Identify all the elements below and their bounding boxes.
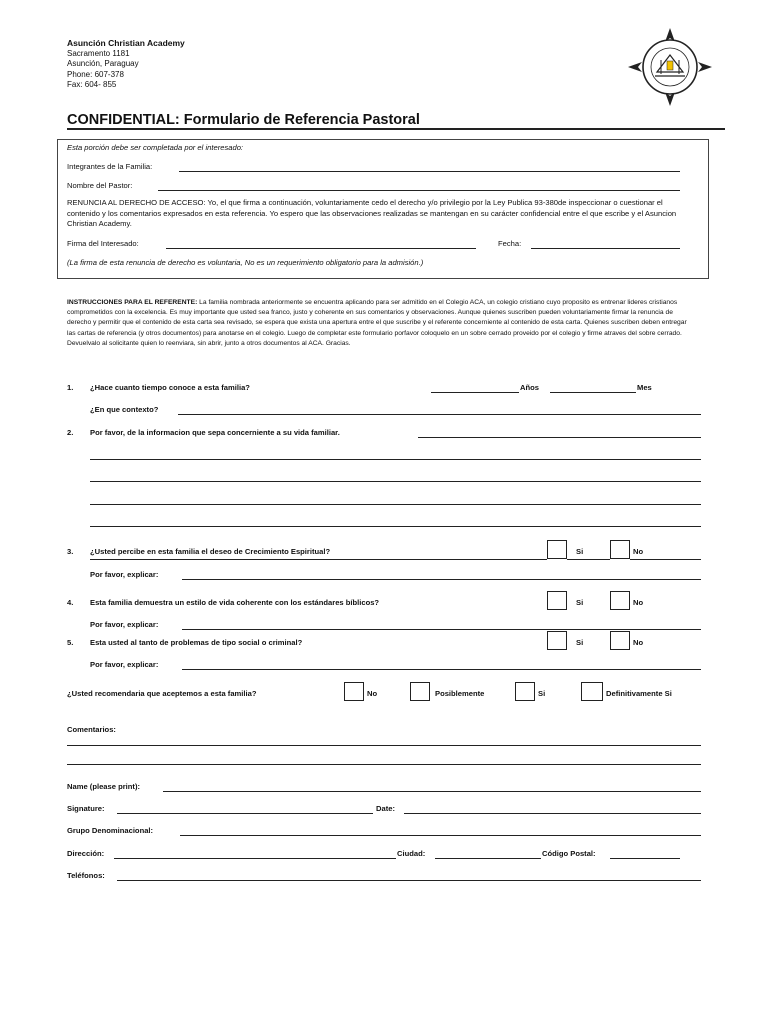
recommend-no-checkbox[interactable] [344, 682, 364, 701]
signature-footer-label: Signature: [67, 804, 105, 813]
q3-number: 3. [67, 547, 74, 556]
phone-text: Phone: 607-378 [67, 69, 124, 79]
q2-field-3[interactable] [90, 481, 701, 482]
recommend-question: ¿Usted recomendaria que aceptemos a esta familia? [67, 689, 257, 698]
q4-no-checkbox[interactable] [610, 591, 630, 610]
instructions-heading: INSTRUCCIONES PARA EL REFERENTE: [67, 299, 198, 306]
interested-signature-field[interactable] [166, 248, 476, 249]
q5-explain-field[interactable] [182, 669, 701, 670]
name-field[interactable] [163, 791, 701, 792]
phones-label: Teléfonos: [67, 871, 105, 880]
comments-field-2[interactable] [67, 764, 701, 765]
q4-yes-checkbox[interactable] [547, 591, 567, 610]
form-title: CONFIDENTIAL: Formulario de Referencia Pastoral [67, 112, 420, 128]
q4-text: Esta familia demuestra un estilo de vida coherente con los estándares bíblicos? [90, 598, 380, 607]
name-label: Name (please print): [67, 782, 141, 791]
q2-text: Por favor, de la informacion que sepa concerniente a su vida familiar. [90, 428, 340, 437]
q3-divider [90, 559, 547, 560]
org-name: Asunción Christian Academy [67, 38, 185, 48]
recommend-definitely-label: Definitivamente Si [606, 689, 672, 698]
family-members-label: Integrantes de la Familia: [67, 162, 153, 171]
address-field[interactable] [114, 858, 396, 859]
q3-yes-label: Si [576, 547, 584, 556]
q5-number: 5. [67, 638, 74, 647]
q3-explain-field[interactable] [182, 579, 701, 580]
q4-explain-field[interactable] [182, 629, 701, 630]
referee-date-field[interactable] [404, 813, 701, 814]
q1-text: ¿Hace cuanto tiempo conoce a esta familia? [90, 383, 250, 392]
recommend-yes-checkbox[interactable] [515, 682, 535, 701]
recommend-yes-label: Si [538, 689, 546, 698]
q3-text: ¿Usted percibe en esta familia el deseo de Crecimiento Espiritual? [90, 547, 331, 556]
q4-yes-label: Si [576, 598, 584, 607]
family-members-field[interactable] [179, 171, 680, 172]
denomination-label: Grupo Denominacional: [67, 826, 154, 835]
q1-number: 1. [67, 383, 74, 392]
recommend-definitely-checkbox[interactable] [581, 682, 603, 701]
q3-divider-2 [567, 559, 610, 560]
waiver-note: (La firma de esta renuncia de derecho es voluntaria, No es un requerimiento obligatorio para la admisión.) [67, 258, 424, 267]
city-field[interactable] [435, 858, 541, 859]
q4-number: 4. [67, 598, 74, 607]
q1-context-field[interactable] [178, 414, 701, 415]
postal-code-label: Código Postal: [542, 849, 596, 858]
q3-no-label: No [633, 547, 644, 556]
comments-field-1[interactable] [67, 745, 701, 746]
school-header [67, 38, 185, 91]
title-underline [67, 128, 725, 130]
recommend-maybe-checkbox[interactable] [410, 682, 430, 701]
academy-seal-icon [628, 28, 712, 106]
q1-years-field[interactable] [431, 392, 519, 393]
address-label: Dirección: [67, 849, 105, 858]
city-label: Ciudad: [397, 849, 426, 858]
denomination-field[interactable] [180, 835, 701, 836]
q3-divider-3 [630, 559, 701, 560]
q5-yes-label: Si [576, 638, 584, 647]
q1-context-label: ¿En que contexto? [90, 405, 159, 414]
address-line-1: Sacramento 1181 [67, 48, 130, 58]
q4-explain-label: Por favor, explicar: [90, 620, 159, 629]
pastor-name-field[interactable] [158, 190, 680, 191]
q5-no-label: No [633, 638, 644, 647]
comments-label: Comentarios: [67, 725, 116, 734]
q1-years-label: Años [520, 383, 539, 392]
date-footer-label: Date: [376, 804, 395, 813]
address-line-2: Asunción, Paraguay [67, 59, 139, 68]
postal-code-field[interactable] [610, 858, 680, 859]
signature-label: Firma del Interesado: [67, 239, 139, 248]
recommend-no-label: No [367, 689, 378, 698]
fax-text: Fax: 604- 855 [67, 80, 117, 89]
waiver-text: RENUNCIA AL DERECHO DE ACCESO: Yo, el que firma a continuación, voluntariamente cedo el derecho y/o privilegio por la Ley Publica 93-380de inspeccionar o cuestionar el contenido y los comentarios expresados en esta referencia. Yo espero que las observaciones realizadas se mantengan en su carácter confidencial entre el que escribe y el Asuncion Christian Academy. [67, 198, 677, 228]
instructions-text: La familia nombrada anteriormente se encuentra aplicando para ser admitido en el Colegio ACA, un colegio cristiano cuyo proposito es entrenar lideres cristianos comprometidos con la excelencia. Es muy importante que usted sea franco, justo y coherente en sus comentarios y observaciones. Aunque quienes suscriben pueden voluntariamente firmar la renuncia de derecho y permitir que el contenido de esta carta sea revisado, se espera que exista una apertura entre el que suscribe y el referente concerniente al contenido de esta carta. Quienes suscriben deben entregar las cartas de referencia (y otros documentos) para anotarse en el colegio. Luego de completar este formulario porfavor coloquelo en un sobre cerrado proveido por el colegio y firme atraves del sobre cerrado. Devuelvalo al solicitante quien lo reenviara, sin abrir, junto a otros documentos al ACA. Gracias. [67, 299, 687, 347]
recommend-maybe-label: Posiblemente [435, 689, 485, 698]
q5-explain-label: Por favor, explicar: [90, 660, 159, 669]
phones-field[interactable] [117, 880, 701, 881]
q2-field-1[interactable] [418, 437, 701, 438]
q3-explain-label: Por favor, explicar: [90, 570, 159, 579]
q1-months-label: Mes [637, 383, 652, 392]
q5-text: Esta usted al tanto de problemas de tipo social o criminal? [90, 638, 303, 647]
pastor-name-label: Nombre del Pastor: [67, 181, 133, 190]
q4-no-label: No [633, 598, 644, 607]
q2-field-4[interactable] [90, 504, 701, 505]
instructions [67, 298, 697, 349]
date-label: Fecha: [498, 239, 522, 248]
referee-signature-field[interactable] [117, 813, 373, 814]
q5-yes-checkbox[interactable] [547, 631, 567, 650]
q2-field-5[interactable] [90, 526, 701, 527]
q3-yes-checkbox[interactable] [547, 540, 567, 559]
q1-months-field[interactable] [550, 392, 636, 393]
q3-no-checkbox[interactable] [610, 540, 630, 559]
q5-no-checkbox[interactable] [610, 631, 630, 650]
q2-number: 2. [67, 428, 74, 437]
q2-field-2[interactable] [90, 459, 701, 460]
section-intro: Esta porción debe ser completada por el interesado: [67, 143, 244, 152]
interested-date-field[interactable] [531, 248, 680, 249]
